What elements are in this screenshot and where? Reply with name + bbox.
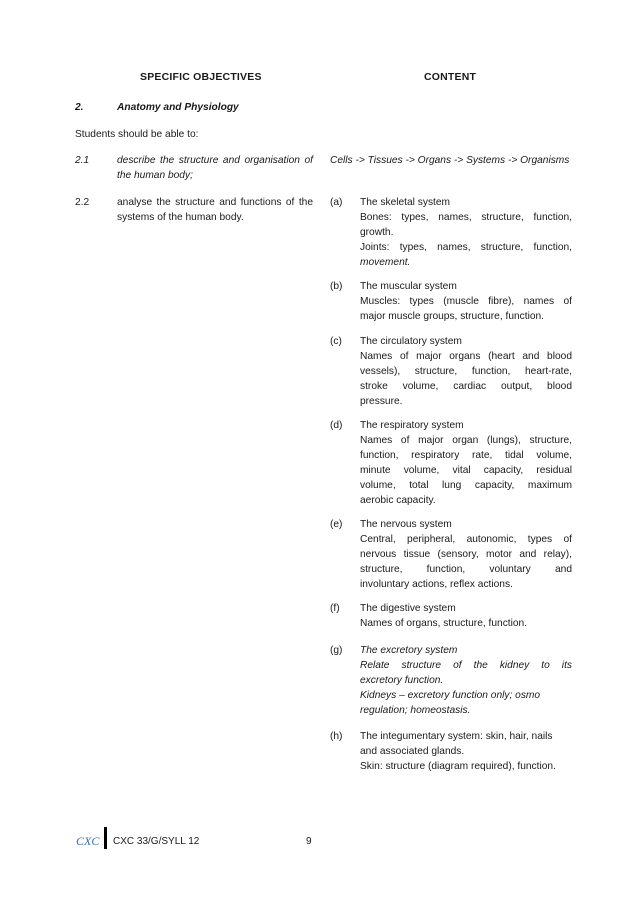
system-title: The respiratory system [360, 420, 464, 431]
system-line: stroke volume, cardiac output, blood [360, 381, 572, 392]
system-line: Kidneys – excretory function only; osmo [360, 690, 541, 701]
system-line: nervous tissue (sensory, motor and relay), [360, 549, 572, 560]
system-title: The muscular system [360, 281, 457, 292]
system-title: The integumentary system: skin, hair, nails [360, 731, 553, 742]
system-label: (f) [330, 603, 340, 614]
content-header: CONTENT [424, 71, 477, 83]
cxc-logo-icon [76, 831, 100, 851]
system-title: The circulatory system [360, 336, 462, 347]
system-label: (d) [330, 420, 343, 431]
system-line: aerobic capacity. [360, 495, 436, 506]
system-line: Bones: types, names, structure, function, [360, 212, 572, 223]
section-title: Anatomy and Physiology [117, 102, 239, 113]
system-line: Names of organs, structure, function. [360, 618, 528, 629]
footer-divider [104, 827, 107, 849]
footer-code: CXC 33/G/SYLL 12 [113, 836, 200, 847]
objective-content: Cells -> Tissues -> Organs -> Systems -> Organisms [330, 155, 570, 166]
system-title: The digestive system [360, 603, 456, 614]
system-line: minute volume, vital capacity, residual [360, 465, 572, 476]
system-line: Relate structure of the kidney to its [360, 660, 572, 671]
system-line: regulation; homeostasis. [360, 705, 471, 716]
system-line: Skin: structure (diagram required), function. [360, 761, 556, 772]
system-line: function, respiratory rate, tidal volume, [360, 450, 572, 461]
system-line: excretory function. [360, 675, 444, 686]
system-line: Names of major organs (heart and blood [360, 351, 572, 362]
system-label: (c) [330, 336, 342, 347]
objective-text-line: systems of the human body. [117, 212, 244, 223]
system-title: The nervous system [360, 519, 452, 530]
objective-number: 2.2 [75, 197, 90, 208]
system-line: Central, peripheral, autonomic, types of [360, 534, 572, 545]
system-line: growth. [360, 227, 394, 238]
system-line: volume, total lung capacity, maximum [360, 480, 572, 491]
system-line: movement. [360, 257, 411, 268]
system-line: involuntary actions, reflex actions. [360, 579, 513, 590]
page-number: 9 [306, 836, 312, 847]
system-line: major muscle groups, structure, function. [360, 311, 545, 322]
section-number: 2. [75, 102, 84, 113]
system-line: Muscles: types (muscle fibre), names of [360, 296, 572, 307]
system-line: and associated glands. [360, 746, 465, 757]
system-label: (h) [330, 731, 343, 742]
system-label: (e) [330, 519, 343, 530]
objective-text-line: the human body; [117, 170, 193, 181]
cxc-logo-text: CXC [76, 834, 100, 848]
system-line: Names of major organ (lungs), structure, [360, 435, 572, 446]
objectives-header: SPECIFIC OBJECTIVES [140, 71, 262, 83]
objective-text-line: analyse the structure and functions of the [117, 197, 313, 208]
system-title: The excretory system [360, 645, 458, 656]
system-label: (g) [330, 645, 343, 656]
cxc-logo [76, 831, 100, 851]
system-line: vessels), structure, function, heart-rate, [360, 366, 572, 377]
objective-number: 2.1 [75, 155, 90, 166]
intro-text: Students should be able to: [75, 129, 199, 140]
system-line: structure, function, voluntary and [360, 564, 572, 575]
objective-text-line: describe the structure and organisation of [117, 155, 313, 166]
system-label: (a) [330, 197, 343, 208]
system-line: pressure. [360, 396, 403, 407]
system-line: Joints: types, names, structure, function, [360, 242, 572, 253]
system-title: The skeletal system [360, 197, 451, 208]
system-label: (b) [330, 281, 343, 292]
